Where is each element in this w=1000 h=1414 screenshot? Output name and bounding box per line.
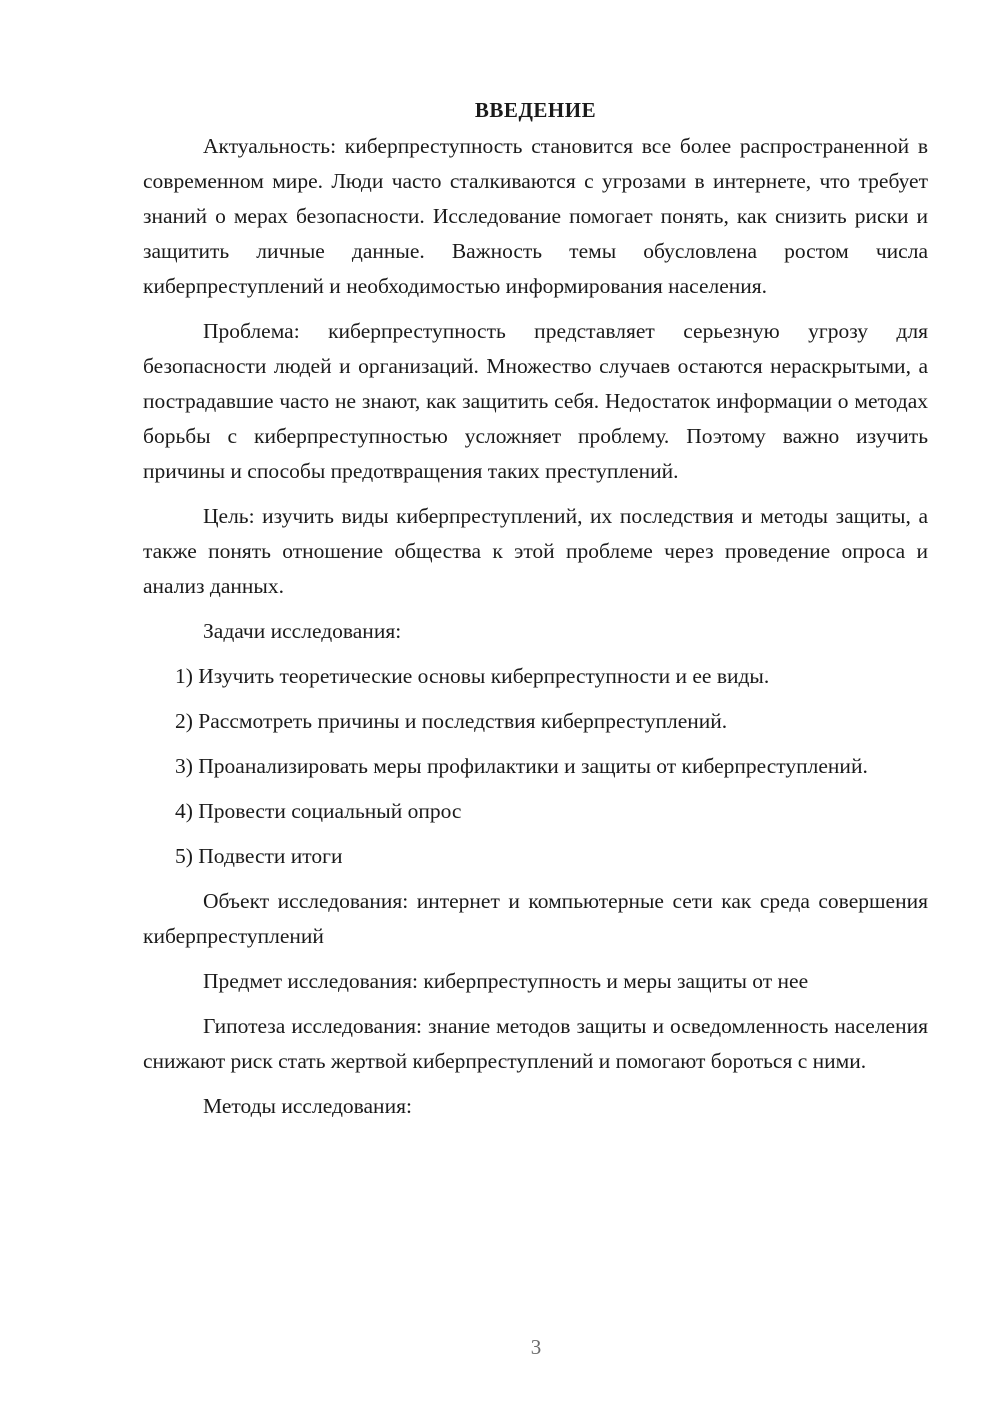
- relevance-paragraph: Актуальность: киберпреступность становится все более распространенной в современном мире. Люди часто сталкиваются с угрозами в интернете, что требует знаний о мерах безопасности. Исследование помогает понять, как снизить риски и защитить личные данные. Важность темы обусловлена ростом числа киберпреступлений и необходимостью информирования населения.: [143, 134, 928, 298]
- task-item-2: 2) Рассмотреть причины и последствия киберпреступлений.: [175, 709, 728, 733]
- document-body: [143, 93, 928, 1134]
- task-item-1: 1) Изучить теоретические основы киберпреступности и ее виды.: [175, 664, 770, 688]
- object-paragraph: Объект исследования: интернет и компьютерные сети как среда совершения киберпреступлений: [143, 889, 928, 948]
- tasks-heading: Задачи исследования:: [203, 619, 402, 643]
- page-number: 3: [530, 1335, 542, 1359]
- task-item-3: 3) Проанализировать меры профилактики и защиты от киберпреступлений.: [175, 754, 868, 778]
- subject-paragraph: Предмет исследования: киберпреступность и меры защиты от нее: [203, 969, 809, 993]
- hypothesis-paragraph: Гипотеза исследования: знание методов защиты и осведомленность населения снижают риск стать жертвой киберпреступлений и помогают бороться с ними.: [143, 1014, 928, 1073]
- methods-heading: Методы исследования:: [203, 1094, 412, 1118]
- problem-paragraph: Проблема: киберпреступность представляет серьезную угрозу для безопасности людей и организаций. Множество случаев остаются нераскрытыми, а пострадавшие часто не знают, как защитить себя. Недостаток информации о методах борьбы с киберпреступностью усложняет проблему. Поэтому важно изучить причины и способы предотвращения таких преступлений.: [143, 319, 928, 483]
- task-item-4: 4) Провести социальный опрос: [175, 799, 462, 823]
- task-item-5: 5) Подвести итоги: [175, 844, 343, 868]
- page-title: ВВЕДЕНИЕ: [474, 98, 597, 122]
- goal-paragraph: Цель: изучить виды киберпреступлений, их последствия и методы защиты, а также понять отношение общества к этой проблеме через проведение опроса и анализ данных.: [143, 504, 928, 598]
